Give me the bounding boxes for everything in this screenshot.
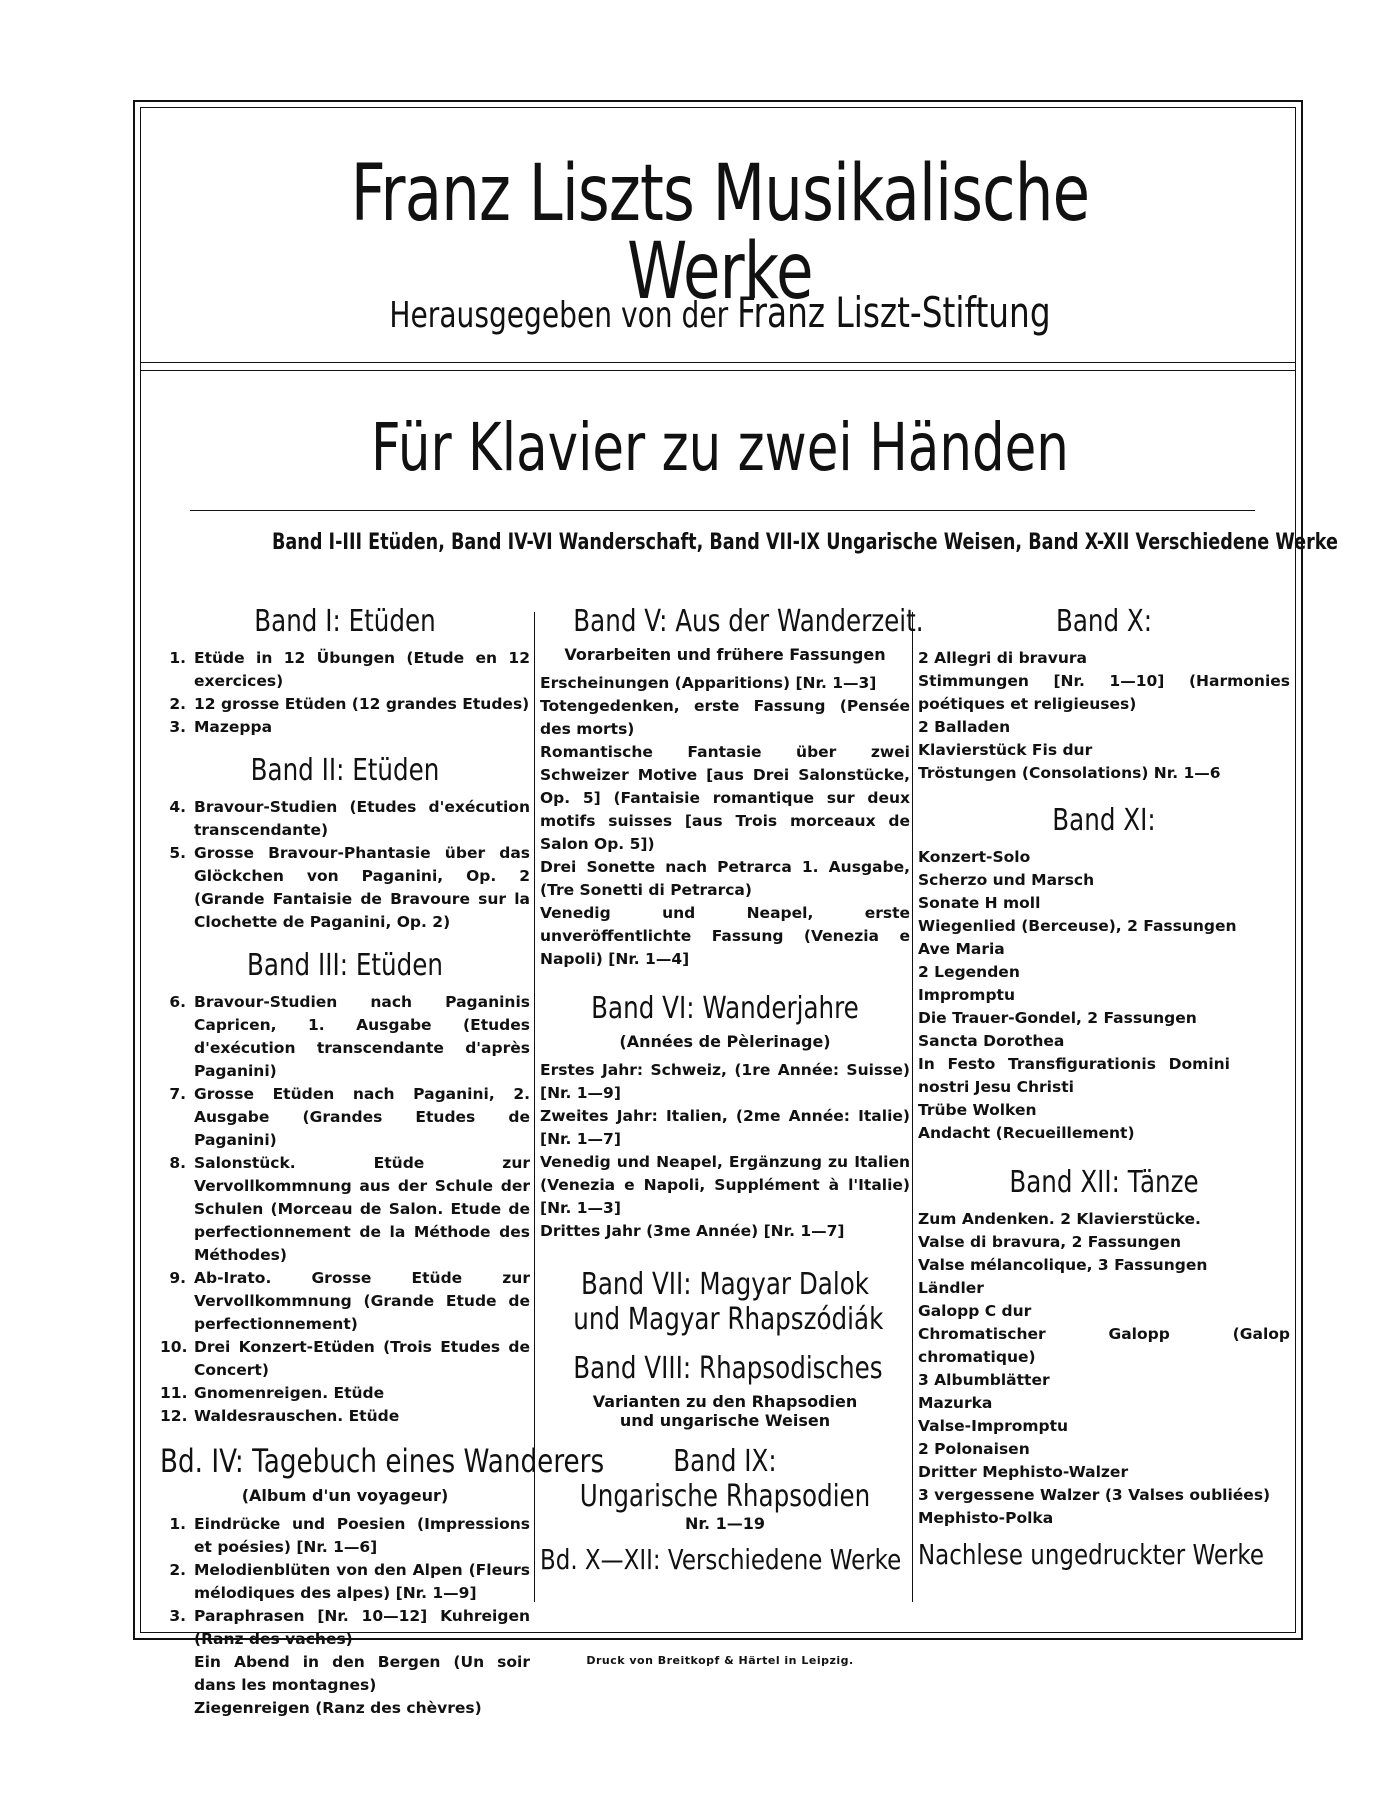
subtitle-pre: Herausgegeben von der [389,295,729,336]
item-number: 5. [169,844,186,862]
band-10-heading: Band X: [1055,604,1153,639]
list-item: 2 Polonaisen [918,1440,1030,1458]
list-item: 3 vergessene Walzer (3 Valses oubliées) [918,1486,1271,1504]
item-text: Waldesrauschen. Etüde [194,1407,400,1425]
printer-imprint: Druck von Breitkopf & Härtel in Leipzig. [586,1654,854,1667]
item-number: 12. [160,1407,188,1425]
list-item [160,1605,530,1651]
band-11-heading: Band XI: [1052,803,1156,838]
band-12-heading: Band XII: Tänze [1009,1165,1199,1200]
item-text: Ab-Irato. Grosse Etüde zur Vervollkommnung (Grande Etude de perfectionnement) [194,1269,530,1333]
list-item: Galopp C dur [918,1302,1032,1320]
item-number: 6. [169,993,186,1011]
list-item: Valse di bravura, 2 Fassungen [918,1233,1182,1251]
item-number: 1. [169,1515,186,1533]
band-8-subtitle-1: Varianten zu den Rhapsodien [592,1392,858,1411]
band-5-subtitle: Vorarbeiten und frühere Fassungen [564,645,886,664]
list-item: Venedig und Neapel, Ergänzung zu Italien (Venezia e Napoli, Supplément à l'Italie) [Nr. 1—3] [540,1153,910,1217]
band-8-subtitle-2: und ungarische Weisen [619,1411,831,1430]
item-text: Grosse Bravour-Phantasie über das Glöckchen von Paganini, Op. 2 (Grande Fantaisie de Bravoure sur la Clochette de Paganini, Op. 2) [194,844,530,931]
list-item: 2 Balladen [918,718,1011,736]
subtitle-name: Franz Liszt-Stiftung [737,288,1051,337]
band-11-list [918,846,1290,1145]
item-text: Bravour-Studien nach Paganinis Capricen, 1. Ausgabe (Etudes d'exécution transcendante d'après Paganini) [194,993,530,1080]
band-4-subtitle: (Album d'un voyageur) [241,1486,449,1505]
list-item: Impromptu [918,986,1015,1004]
item-text: Bravour-Studien (Etudes d'exécution transcendante) [194,798,530,839]
list-item: Andacht (Recueillement) [918,1124,1135,1142]
list-item: Zweites Jahr: Italien, (2me Année: Italie) [Nr. 1—7] [540,1107,910,1148]
list-item: Ländler [918,1279,984,1297]
item-text: Paraphrasen [Nr. 10—12] Kuhreigen (Ranz des vaches) [194,1607,530,1648]
list-item [160,991,530,1083]
list-item: Drei Sonette nach Petrarca 1. Ausgabe, (Tre Sonetti di Petrarca) [540,858,910,899]
item-number: 3. [169,1607,186,1625]
section-title: Für Klavier zu zwei Händen [371,409,1069,486]
list-item: Die Trauer-Gondel, 2 Fassungen [918,1009,1197,1027]
list-item [160,693,530,716]
band-1-list [160,647,530,739]
item-number: 4. [169,798,186,816]
list-item: Erstes Jahr: Schweiz, (1re Année: Suisse) [Nr. 1—9] [540,1061,910,1102]
band-4-heading: Bd. IV: Tagebuch eines Wanderers [160,1442,605,1480]
list-item [160,796,530,842]
list-item: Ziegenreigen (Ranz des chèvres) [194,1699,482,1717]
item-text: Eindrücke und Poesien (Impressions et poésies) [Nr. 1—6] [194,1515,530,1556]
item-number: 8. [169,1154,186,1172]
band-9-subtitle: Nr. 1—19 [684,1514,766,1533]
item-number: 11. [160,1384,188,1402]
list-item [160,647,530,693]
list-item [160,1405,530,1428]
list-item: Ave Maria [918,940,1005,958]
list-item: Drittes Jahr (3me Année) [Nr. 1—7] [540,1222,845,1240]
divider-section [190,510,1255,511]
list-item [160,1513,530,1559]
list-item: 2 Legenden [918,963,1020,981]
list-item [160,1267,530,1336]
list-item: Klavierstück Fis dur [918,741,1093,759]
column-2 [540,600,924,1576]
band-2-heading: Band II: Etüden [250,753,440,788]
list-item: Zum Andenken. 2 Klavierstücke. [918,1210,1201,1228]
band-7-heading-2: und Magyar Rhapszódiák [573,1302,884,1337]
divider-top-1 [140,362,1296,363]
list-item: Romantische Fantasie über zwei Schweizer Motive [aus Drei Salonstücke, Op. 5] (Fantaisie romantique sur deux motifs suisses [aus Trois morceaux de Salon Op. 5]) [540,743,910,853]
list-item: 3 Albumblätter [918,1371,1050,1389]
item-text: 12 grosse Etüden (12 grandes Etudes) [194,695,530,713]
list-item: Erscheinungen (Apparitions) [Nr. 1—3] [540,674,877,692]
list-item: Mephisto-Polka [918,1509,1054,1527]
band-1-heading: Band I: Etüden [254,604,436,639]
list-item: Tröstungen (Consolations) Nr. 1—6 [918,764,1221,782]
band-3-heading: Band III: Etüden [247,948,443,983]
band-7-heading-1: Band VII: Magyar Dalok [580,1267,870,1302]
band-5-heading: Band V: Aus der Wanderzeit. [573,604,924,639]
item-text: Salonstück. Etüde zur Vervollkommnung aus der Schule der Schulen (Morceau de Salon. Etude de perfectionnement de la Méthode des Méthodes) [194,1154,530,1264]
page-subtitle [283,288,1157,337]
nachlese-heading: Nachlese ungedruckter Werke [918,1538,1265,1571]
band-10-list [918,647,1290,785]
list-item [160,1559,530,1605]
band-12-list [918,1208,1290,1530]
column-divider-2 [912,612,913,1602]
band-2-list [160,796,530,934]
list-item [160,1382,530,1405]
page-title: Franz Liszts Musikalische Werke [350,149,1090,317]
band-4-list [160,1513,530,1720]
column-3 [918,600,1290,1571]
list-item [160,1152,530,1267]
band-6-list [540,1059,910,1243]
item-text: Gnomenreigen. Etüde [194,1384,385,1402]
list-item: Wiegenlied (Berceuse), 2 Fassungen [918,917,1237,935]
list-item: Totengedenken, erste Fassung (Pensée des morts) [540,697,910,738]
list-item: Chromatischer Galopp (Galop chromatique) [918,1325,1290,1366]
list-item: Stimmungen [Nr. 1—10] (Harmonies poétiques et religieuses) [918,672,1290,713]
band-6-heading: Band VI: Wanderjahre [591,991,859,1026]
item-text: Melodienblüten von den Alpen (Fleurs mélodiques des alpes) [Nr. 1—9] [194,1561,530,1602]
item-number: 3. [169,718,186,736]
item-number: 10. [160,1338,188,1356]
item-number: 2. [169,1561,186,1579]
band-3-list [160,991,530,1428]
list-item: Venedig und Neapel, erste unveröffentlichte Fassung (Venezia e Napoli) [Nr. 1—4] [540,904,910,968]
bands-summary: Band I-III Etüden, Band IV-VI Wanderschaft, Band VII-IX Ungarische Weisen, Band X-XII Verschiedene Werke [272,530,1338,555]
band-9-heading-1: Band IX: [673,1444,777,1479]
list-item [160,842,530,934]
band-10-12-heading: Bd. X—XII: Verschiedene Werke [540,1543,902,1576]
item-number: 9. [169,1269,186,1287]
list-item: Mazurka [918,1394,993,1412]
item-text: Grosse Etüden nach Paganini, 2. Ausgabe (Grandes Etudes de Paganini) [194,1085,530,1149]
item-number: 1. [169,649,186,667]
band-5-list [540,672,910,971]
item-text: Drei Konzert-Etüden (Trois Etudes de Concert) [194,1338,530,1379]
list-item: Valse-Impromptu [918,1417,1069,1435]
list-item [160,1336,530,1382]
list-item: Ein Abend in den Bergen (Un soir dans les montagnes) [194,1653,530,1694]
item-text: Etüde in 12 Übungen (Etude en 12 exercices) [194,649,530,690]
item-number: 7. [169,1085,186,1103]
list-item [160,716,530,739]
list-item [160,1083,530,1152]
list-item: Valse mélancolique, 3 Fassungen [918,1256,1208,1274]
list-item: Scherzo und Marsch [918,871,1095,889]
column-1 [160,600,605,1720]
list-item: In Festo Transfigurationis Domini nostri Jesu Christi [918,1055,1230,1096]
list-item: Sonate H moll [918,894,1041,912]
band-6-subtitle: (Années de Pèlerinage) [619,1032,831,1051]
list-item: Sancta Dorothea [918,1032,1065,1050]
list-item: Konzert-Solo [918,848,1031,866]
divider-top-2 [140,370,1296,371]
band-9-heading-2: Ungarische Rhapsodien [579,1479,871,1514]
item-text: Mazeppa [194,718,273,736]
list-item: Dritter Mephisto-Walzer [918,1463,1129,1481]
item-number: 2. [169,695,186,713]
band-8-heading: Band VIII: Rhapsodisches [573,1351,883,1386]
list-item: Trübe Wolken [918,1101,1037,1119]
list-item: 2 Allegri di bravura [918,649,1088,667]
